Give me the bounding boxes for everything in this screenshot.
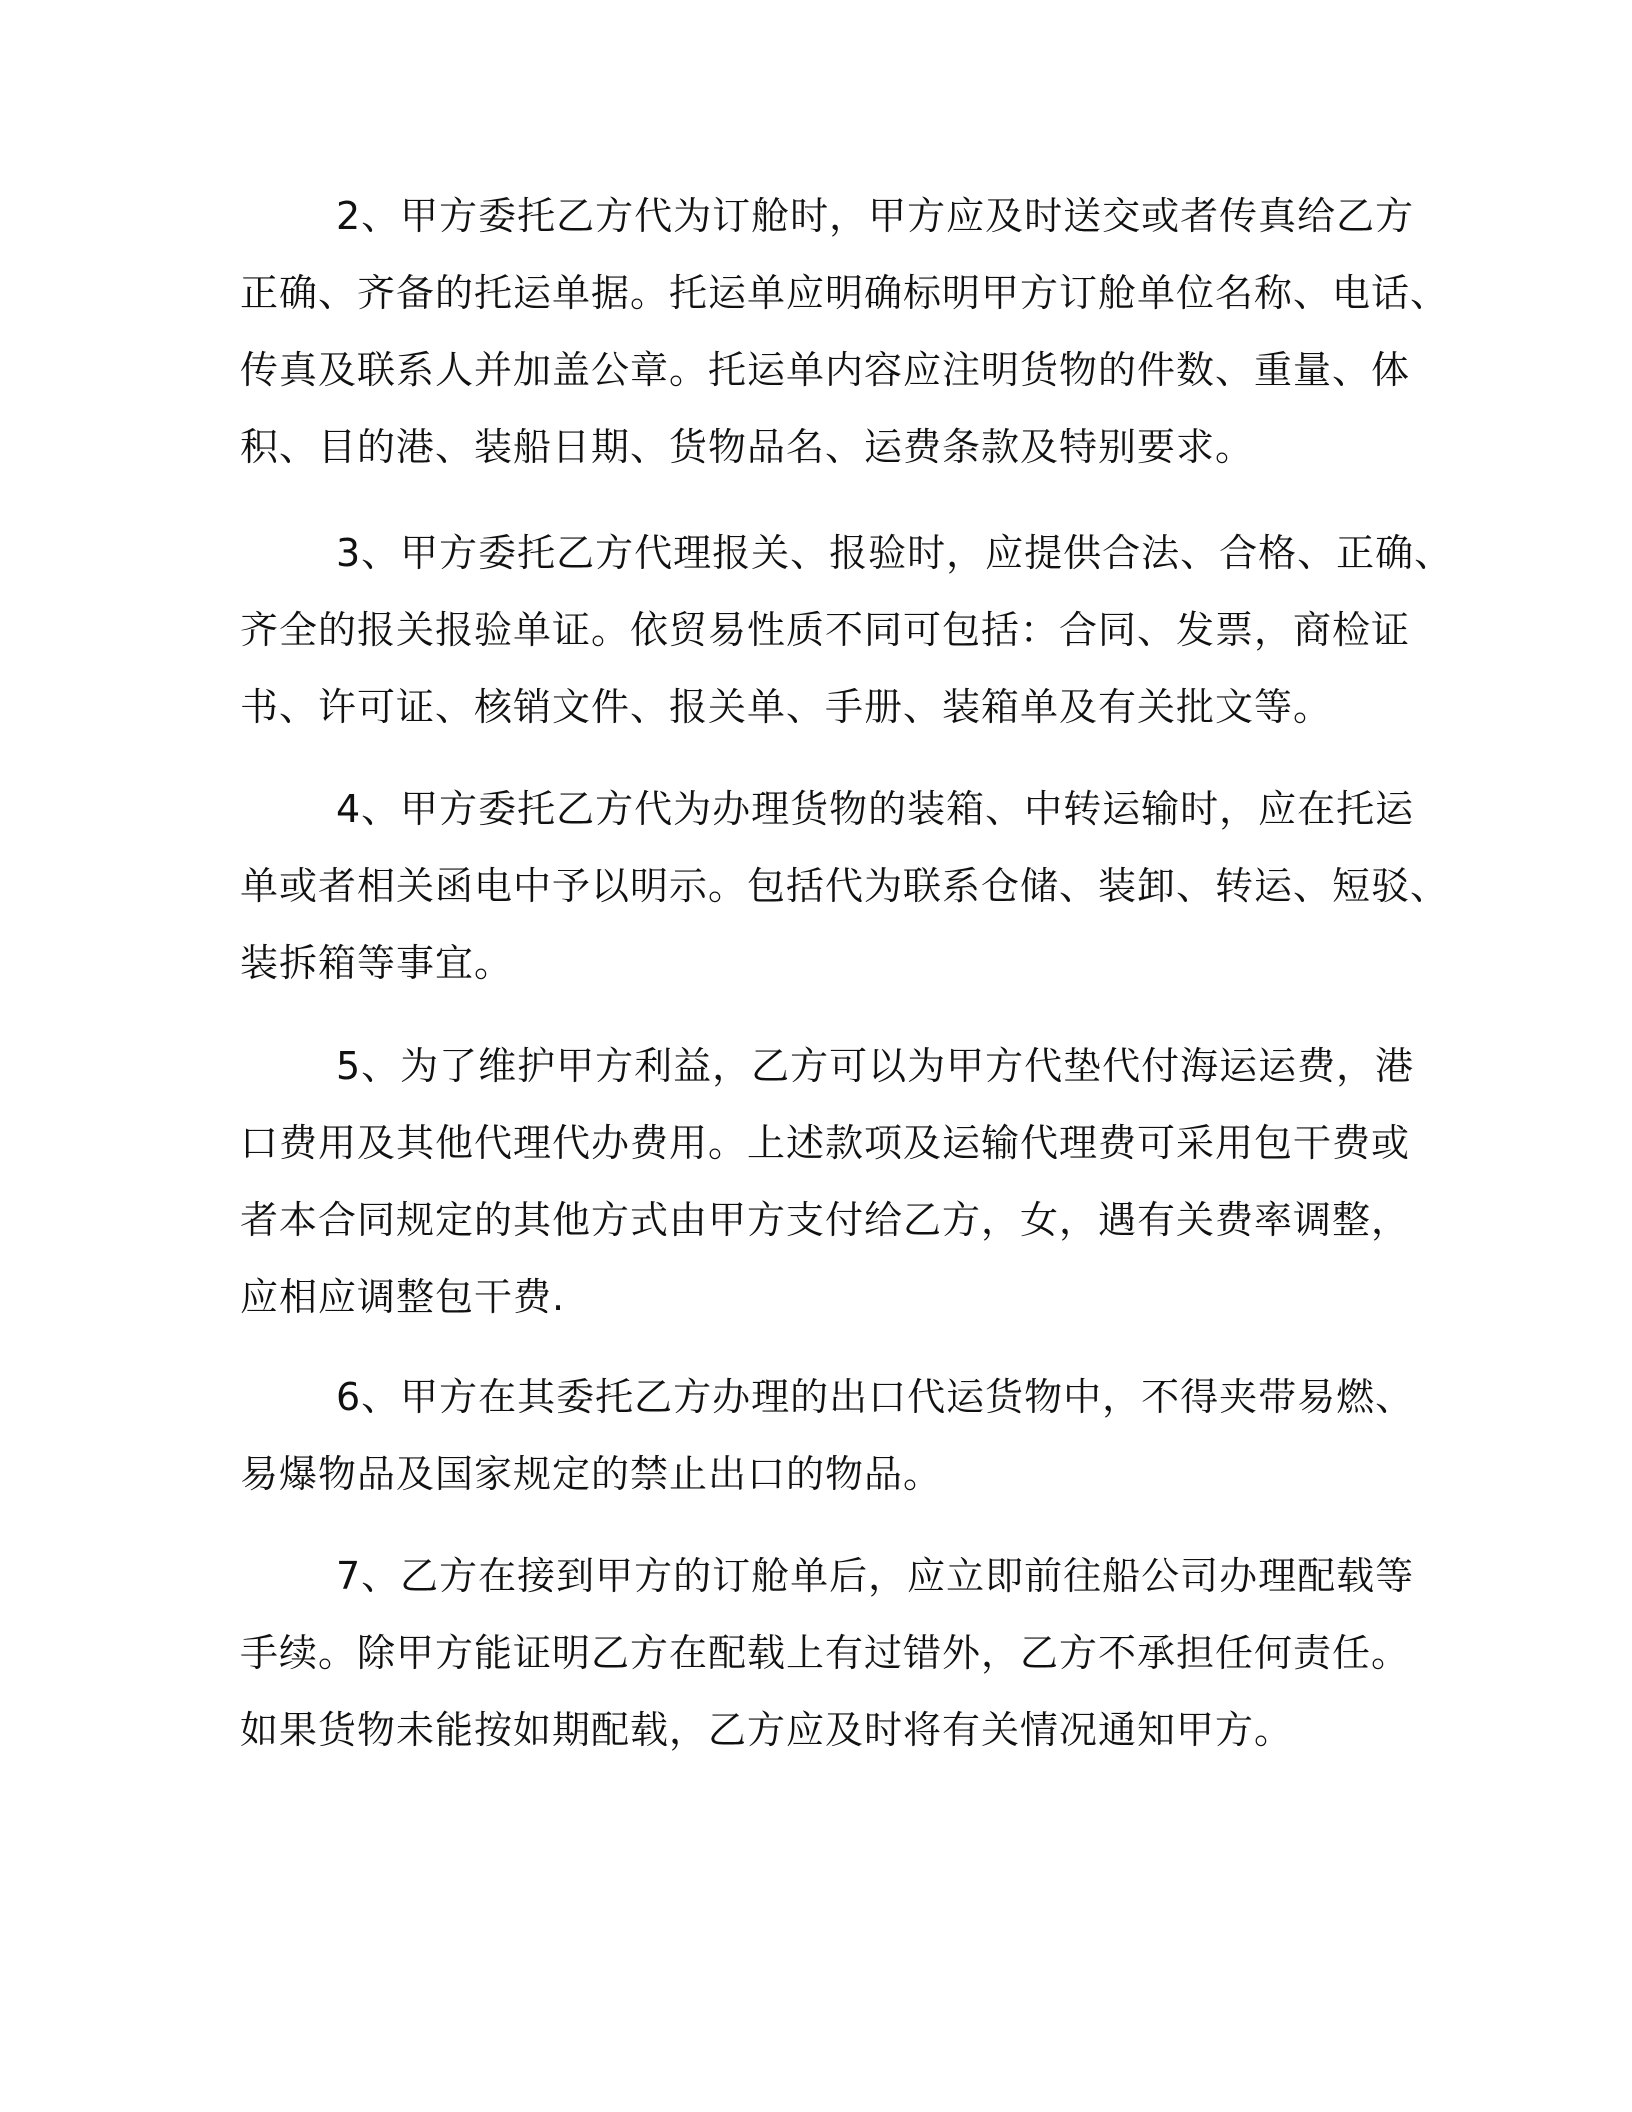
clause-line: 4、甲方委托乙方代为办理货物的装箱、中转运输时，应在托运: [336, 787, 1415, 831]
clause-line: 如果货物未能按如期配载，乙方应及时将有关情况通知甲方。: [240, 1708, 1294, 1752]
clause-5: [240, 1028, 1414, 1336]
clause-line: 装拆箱等事宜。: [240, 941, 514, 985]
clause-line: 5、为了维护甲方利益，乙方可以为甲方代垫代付海运运费，港: [336, 1044, 1415, 1088]
clause-line: 正确、齐备的托运单据。托运单应明确标明甲方订舱单位名称、电话、: [240, 271, 1450, 315]
clause-line: 书、许可证、核销文件、报关单、手册、装箱单及有关批文等。: [240, 685, 1333, 729]
clause-line: 传真及联系人并加盖公章。托运单内容应注明货物的件数、重量、体: [240, 348, 1411, 392]
clause-2: [240, 178, 1449, 486]
clause-line: 易爆物品及国家规定的禁止出口的物品。: [240, 1452, 943, 1496]
clause-line: 2、甲方委托乙方代为订舱时，甲方应及时送交或者传真给乙方: [336, 194, 1415, 238]
clause-line: 应相应调整包干费.: [240, 1275, 566, 1319]
clause-line: 手续。除甲方能证明乙方在配载上有过错外，乙方不承担任何责任。: [240, 1631, 1411, 1675]
clause-line: 7、乙方在接到甲方的订舱单后，应立即前往船公司办理配载等: [336, 1554, 1415, 1598]
clause-line: 积、目的港、装船日期、货物品名、运费条款及特别要求。: [240, 425, 1255, 469]
clause-line: 单或者相关函电中予以明示。包括代为联系仓储、装卸、转运、短驳、: [240, 864, 1450, 908]
clause-line: 齐全的报关报验单证。依贸易性质不同可包括：合同、发票，商检证: [240, 608, 1411, 652]
clause-line: 者本合同规定的其他方式由甲方支付给乙方，女，遇有关费率调整，: [240, 1198, 1411, 1242]
clause-line: 6、甲方在其委托乙方办理的出口代运货物中，不得夹带易燃、: [336, 1375, 1415, 1419]
clause-line: 口费用及其他代理代办费用。上述款项及运输代理费可采用包干费或: [240, 1121, 1411, 1165]
clause-6: [240, 1359, 1414, 1513]
clause-4: [240, 771, 1449, 1002]
clause-7: [240, 1538, 1414, 1769]
clause-3: [240, 515, 1453, 746]
clause-line: 3、甲方委托乙方代理报关、报验时，应提供合法、合格、正确、: [336, 531, 1454, 575]
